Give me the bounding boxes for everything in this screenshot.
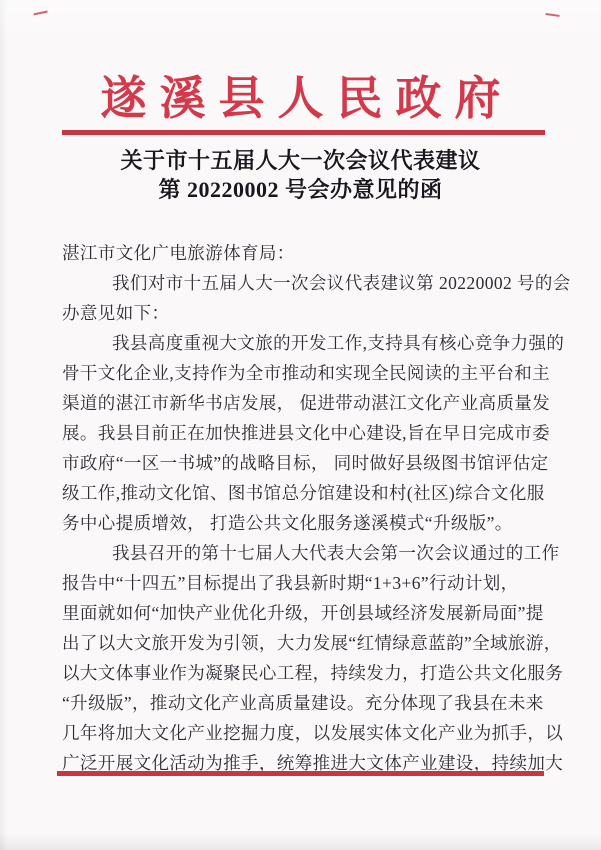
- body-text-line: 湛江市文化广电旅游体育局：: [62, 243, 295, 263]
- scan-artifact-mark-right: [546, 7, 561, 17]
- body-text-line: 渠道的湛江市新华书店发展， 促进带动湛江文化产业高质量发: [62, 393, 551, 413]
- body-text-line: 市政府“一区一书城”的战略目标， 同时做好县级图书馆评估定: [62, 453, 549, 473]
- document-title-line-1: 关于市十五届人大一次会议代表建议: [120, 148, 481, 173]
- letterhead-divider-rule: [62, 130, 545, 135]
- body-text-line: 我县高度重视大文旅的开发工作,支持具有核心竞争力强的: [112, 333, 565, 353]
- body-text-line: “升级版”，推动文化产业高质量建设。充分体现了我县在未来: [62, 693, 544, 713]
- body-text-line: 广泛开展文化活动为推手，统筹推进大文体产业建设，持续加大: [62, 753, 564, 773]
- body-text-line: 报告中“十四五”目标提出了我县新时期“1+3+6”行动计划，: [62, 573, 519, 593]
- body-text-line: 以大文体事业作为凝聚民心工程，持续发力，打造公共文化服务: [62, 663, 564, 683]
- body-text-line: 里面就如何“加快产业优化升级，开创县域经济发展新局面”提: [62, 603, 544, 623]
- document-title-line-2: 第 20220002 号会办意见的函: [158, 177, 443, 202]
- body-text-line: 我们对市十五届人大一次会议代表建议第 20220002 号的会: [112, 273, 571, 293]
- body-text-line: 我县召开的第十七届人大代表大会第一次会议通过的工作: [112, 543, 560, 563]
- document-title: [0, 146, 601, 204]
- letterhead-issuer-title: 遂溪县人民政府: [100, 73, 514, 124]
- body-text-line: 骨干文化企业,支持作为全市推动和实现全民阅读的主平台和主: [62, 363, 551, 383]
- body-text-line: 几年将加大文化产业挖掘力度，以发展实体文化产业为抓手，以: [62, 723, 564, 743]
- body-text-line: 办意见如下：: [62, 303, 170, 323]
- page-bottom-rule: [57, 771, 544, 776]
- scan-artifact-mark-left: [32, 5, 47, 16]
- body-text-line: 出了以大文旅开发为引领，大力发展“红情绿意蓝韵”全域旅游，: [62, 633, 562, 653]
- body-text-line: 展。我县目前正在加快推进县文化中心建设,旨在早日完成市委: [62, 423, 551, 443]
- letter-body: [62, 238, 571, 778]
- body-text-line: 级工作,推动文化馆、图书馆总分馆建设和村(社区)综合文化服: [62, 483, 545, 503]
- body-text-line: 务中心提质增效， 打造公共文化服务遂溪模式“升级版”。: [62, 513, 513, 533]
